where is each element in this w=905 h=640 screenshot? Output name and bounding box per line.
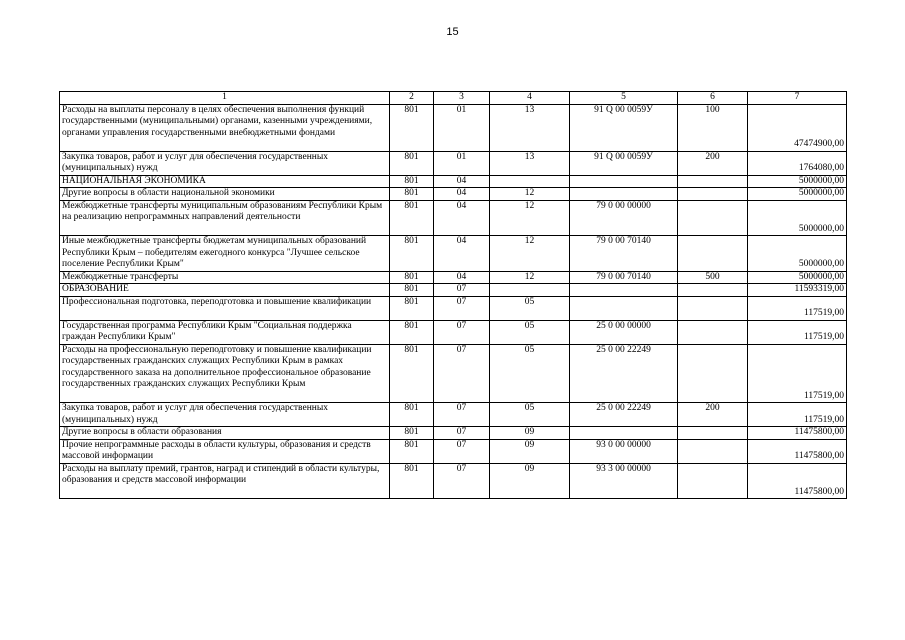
row-amount: 5000000,00	[748, 175, 847, 188]
row-ved-code: 801	[390, 236, 434, 272]
column-header: 6	[678, 92, 748, 105]
row-section-code: 04	[434, 200, 490, 236]
row-section-code: 07	[434, 463, 490, 499]
row-amount: 11475800,00	[748, 439, 847, 463]
row-ved-code: 801	[390, 271, 434, 284]
page-number: 15	[446, 26, 459, 38]
row-target-code: 79 0 00 00000	[570, 200, 678, 236]
row-ved-code: 801	[390, 175, 434, 188]
row-section-code: 07	[434, 296, 490, 320]
table-row	[60, 188, 847, 201]
row-section-code: 01	[434, 151, 490, 175]
row-section-code: 04	[434, 175, 490, 188]
row-description: Профессиональная подготовка, переподготовка и повышение квалификации	[60, 296, 390, 320]
row-expense-type: 100	[678, 104, 748, 151]
row-ved-code: 801	[390, 200, 434, 236]
row-target-code	[570, 427, 678, 440]
row-ved-code: 801	[390, 403, 434, 427]
row-description: Другие вопросы в области образования	[60, 427, 390, 440]
row-section-code: 04	[434, 271, 490, 284]
row-subsection-code: 13	[490, 104, 570, 151]
column-header: 4	[490, 92, 570, 105]
row-expense-type	[678, 175, 748, 188]
column-header: 3	[434, 92, 490, 105]
row-subsection-code: 05	[490, 403, 570, 427]
header-row	[60, 92, 847, 105]
row-expense-type	[678, 200, 748, 236]
row-amount: 5000000,00	[748, 188, 847, 201]
table-row	[60, 236, 847, 272]
row-amount: 117519,00	[748, 320, 847, 344]
row-ved-code: 801	[390, 439, 434, 463]
row-expense-type	[678, 284, 748, 297]
row-ved-code: 801	[390, 296, 434, 320]
row-description: Иные межбюджетные трансферты бюджетам муниципальных образований Республики Крым – победителям ежегодного конкурса "Лучшее сельское поселение Республики Крым"	[60, 236, 390, 272]
row-target-code: 79 0 00 70140	[570, 271, 678, 284]
row-description: Другие вопросы в области национальной экономики	[60, 188, 390, 201]
row-expense-type	[678, 463, 748, 499]
row-subsection-code: 09	[490, 463, 570, 499]
row-subsection-code	[490, 175, 570, 188]
row-subsection-code: 05	[490, 296, 570, 320]
row-subsection-code: 12	[490, 271, 570, 284]
table-row	[60, 296, 847, 320]
table-row	[60, 427, 847, 440]
row-target-code	[570, 296, 678, 320]
row-description: Закупка товаров, работ и услуг для обеспечения государственных (муниципальных) нужд	[60, 151, 390, 175]
table-row	[60, 344, 847, 403]
row-section-code: 07	[434, 284, 490, 297]
row-expense-type	[678, 344, 748, 403]
row-amount: 117519,00	[748, 344, 847, 403]
row-target-code: 93 3 00 00000	[570, 463, 678, 499]
row-target-code: 79 0 00 70140	[570, 236, 678, 272]
row-ved-code: 801	[390, 188, 434, 201]
row-expense-type	[678, 427, 748, 440]
row-ved-code: 801	[390, 284, 434, 297]
column-header: 5	[570, 92, 678, 105]
row-target-code	[570, 175, 678, 188]
row-section-code: 07	[434, 344, 490, 403]
row-ved-code: 801	[390, 463, 434, 499]
row-ved-code: 801	[390, 320, 434, 344]
row-expense-type	[678, 439, 748, 463]
row-amount: 1764080,00	[748, 151, 847, 175]
row-amount: 117519,00	[748, 296, 847, 320]
row-amount: 11593319,00	[748, 284, 847, 297]
row-description: Межбюджетные трансферты	[60, 271, 390, 284]
table-row	[60, 439, 847, 463]
column-header: 7	[748, 92, 847, 105]
row-subsection-code: 13	[490, 151, 570, 175]
row-expense-type	[678, 236, 748, 272]
budget-table	[59, 91, 847, 499]
row-amount: 117519,00	[748, 403, 847, 427]
row-subsection-code: 09	[490, 427, 570, 440]
row-target-code: 25 0 00 22249	[570, 403, 678, 427]
row-expense-type: 200	[678, 151, 748, 175]
row-section-code: 07	[434, 403, 490, 427]
row-target-code: 91 Q 00 0059У	[570, 104, 678, 151]
table-row	[60, 151, 847, 175]
row-subsection-code: 09	[490, 439, 570, 463]
row-amount: 11475800,00	[748, 427, 847, 440]
row-expense-type: 200	[678, 403, 748, 427]
row-subsection-code: 12	[490, 188, 570, 201]
row-subsection-code: 12	[490, 200, 570, 236]
table-row	[60, 284, 847, 297]
row-target-code: 25 0 00 22249	[570, 344, 678, 403]
row-section-code: 04	[434, 188, 490, 201]
row-description: НАЦИОНАЛЬНАЯ ЭКОНОМИКА	[60, 175, 390, 188]
row-target-code: 25 0 00 00000	[570, 320, 678, 344]
row-expense-type	[678, 188, 748, 201]
row-subsection-code: 12	[490, 236, 570, 272]
row-description: Межбюджетные трансферты муниципальным образованиям Республики Крым на реализацию непрограммных направлений деятельности	[60, 200, 390, 236]
row-description: Государственная программа Республики Крым "Социальная поддержка граждан Республики Крым"	[60, 320, 390, 344]
row-target-code	[570, 284, 678, 297]
row-expense-type: 500	[678, 271, 748, 284]
row-section-code: 04	[434, 236, 490, 272]
row-subsection-code: 05	[490, 320, 570, 344]
table-row	[60, 403, 847, 427]
table-row	[60, 104, 847, 151]
row-amount: 11475800,00	[748, 463, 847, 499]
row-amount: 5000000,00	[748, 200, 847, 236]
table-row	[60, 271, 847, 284]
row-ved-code: 801	[390, 344, 434, 403]
table-row	[60, 463, 847, 499]
row-section-code: 07	[434, 427, 490, 440]
row-ved-code: 801	[390, 104, 434, 151]
row-amount: 5000000,00	[748, 236, 847, 272]
row-amount: 5000000,00	[748, 271, 847, 284]
row-amount: 47474900,00	[748, 104, 847, 151]
row-target-code: 93 0 00 00000	[570, 439, 678, 463]
row-description: Расходы на выплату премий, грантов, наград и стипендий в области культуры, образования и средств массовой информации	[60, 463, 390, 499]
row-section-code: 07	[434, 320, 490, 344]
row-subsection-code	[490, 284, 570, 297]
table-row	[60, 320, 847, 344]
row-description: Расходы на профессиональную переподготовку и повышение квалификации государственных гражданских служащих Республики Крым в рамках государственного заказа на дополнительное профессиональное образование государственных гражданских служащих Республики Крым	[60, 344, 390, 403]
row-section-code: 01	[434, 104, 490, 151]
row-section-code: 07	[434, 439, 490, 463]
column-header: 1	[60, 92, 390, 105]
row-description: ОБРАЗОВАНИЕ	[60, 284, 390, 297]
row-ved-code: 801	[390, 151, 434, 175]
row-description: Закупка товаров, работ и услуг для обеспечения государственных (муниципальных) нужд	[60, 403, 390, 427]
row-description: Прочие непрограммные расходы в области культуры, образования и средств массовой информации	[60, 439, 390, 463]
row-subsection-code: 05	[490, 344, 570, 403]
row-description: Расходы на выплаты персоналу в целях обеспечения выполнения функций государственными (муниципальными) органами, казенными учреждениями, органами управления государственными внебюджетными фондами	[60, 104, 390, 151]
table-row	[60, 200, 847, 236]
row-target-code: 91 Q 00 0059У	[570, 151, 678, 175]
table-row	[60, 175, 847, 188]
row-ved-code: 801	[390, 427, 434, 440]
column-header: 2	[390, 92, 434, 105]
row-expense-type	[678, 320, 748, 344]
row-expense-type	[678, 296, 748, 320]
row-target-code	[570, 188, 678, 201]
